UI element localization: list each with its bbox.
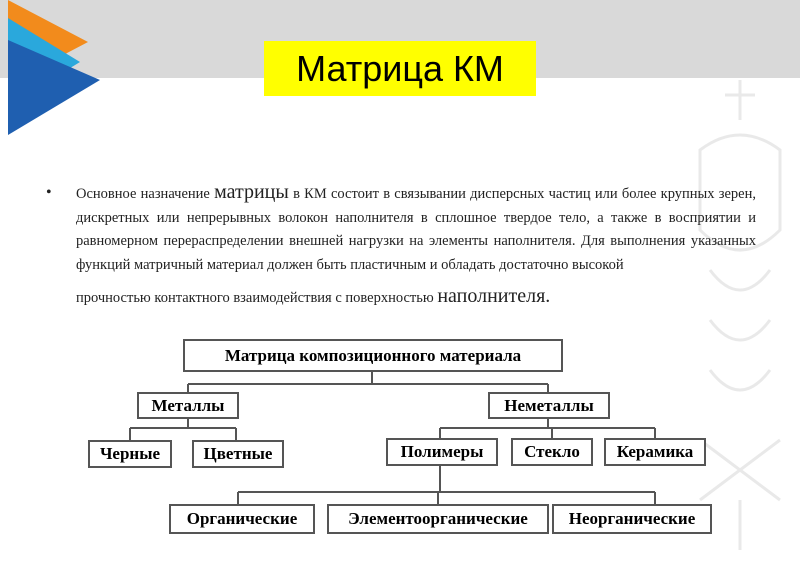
node-glass: Стекло	[511, 438, 593, 466]
bullet-point: •	[46, 184, 52, 201]
text-part-3: прочностью контактного взаимодействия с поверхностью	[76, 290, 438, 306]
node-root: Матрица композиционного материала	[183, 339, 563, 372]
text-part-1: Основное назначение	[76, 186, 215, 202]
emphasis-filler: наполнителя.	[437, 285, 551, 307]
node-nonmetals: Неметаллы	[488, 392, 610, 419]
node-organic: Органические	[169, 504, 315, 534]
node-black: Черные	[88, 440, 172, 468]
node-metals: Металлы	[137, 392, 239, 419]
node-colored: Цветные	[192, 440, 284, 468]
page-title: Матрица КМ	[296, 47, 504, 89]
emphasis-matrix: матрицы	[214, 181, 289, 203]
node-ceramics: Керамика	[604, 438, 706, 466]
text-part-2: в КМ состоит в связывании дисперсных частиц или более крупных зерен, дискретных или непрерывных волокон наполнителя в сплошное твердое тело, а также в восприятии и равномерном перераспределении внешней нагрузки на элементы наполнителя. Для выполнения указанных функций матричный материал должен быть пластичным и обладать достаточно высокой	[76, 186, 756, 273]
node-polymers: Полимеры	[386, 438, 498, 466]
node-organoelement: Элементоорганические	[327, 504, 549, 534]
node-inorganic: Неорганические	[552, 504, 712, 534]
